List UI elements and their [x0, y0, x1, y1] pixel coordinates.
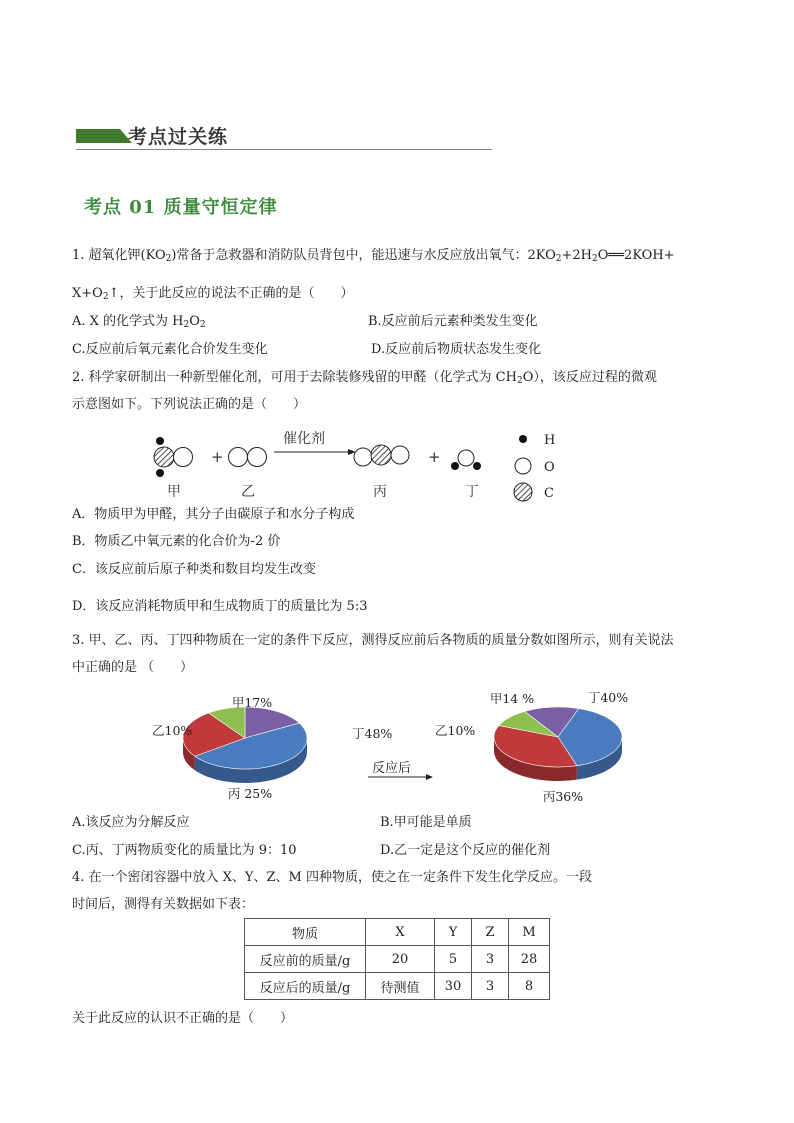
plus-sign-1: + [211, 448, 224, 466]
legend-o-symbol [515, 458, 531, 474]
molecule-jia [154, 437, 193, 477]
pie-charts [140, 680, 660, 810]
catalyst-label: 催化剂 [283, 431, 325, 447]
legend-h-label: H [544, 433, 556, 448]
molecule-bing [354, 445, 409, 466]
table-header-cell: M [509, 919, 550, 946]
plus-sign-2: + [428, 448, 441, 466]
pie-label: 丙 25% [227, 786, 273, 801]
label-bing: 丙 [373, 484, 387, 500]
q3-option-c: C.丙、丁两物质变化的质量比为 9：10 [72, 843, 297, 858]
pie-label: 乙10% [435, 723, 476, 738]
table-cell: 30 [435, 973, 472, 1000]
q3-line2: 中正确的是 （ ） [72, 660, 194, 675]
q4-line2: 时间后，测得有关数据如下表： [72, 897, 255, 912]
table-cell: 待测值 [366, 973, 435, 1000]
pie-label: 丙36% [542, 789, 584, 804]
reaction-diagram [140, 425, 590, 505]
table-header-cell: Z [472, 919, 509, 946]
legend-h-symbol [519, 435, 527, 443]
table-cell: 反应后的质量/g [245, 973, 366, 1000]
table-row [245, 973, 550, 1000]
table-header-cell: 物质 [245, 919, 366, 946]
table-cell: 8 [509, 973, 550, 1000]
molecule-ding [451, 450, 481, 470]
q1-option-d: D.反应前后物质状态发生变化 [371, 342, 542, 357]
label-ding: 丁 [465, 484, 479, 500]
section-header-bar [76, 129, 120, 143]
q2-option-c: C．该反应前后原子种类和数目均发生改变 [72, 562, 316, 577]
q1-line1: 1. 超氧化钾$(KO_2)$常备于急救器和消防队员背包中，能迅速与水反应放出氧气：$2KO_2+2H_2O══2KOH+$ [72, 248, 675, 264]
q4-question: 关于此反应的认识不正确的是（ ） [72, 1011, 294, 1026]
q1-line2: $X+O_2↑$，关于此反应的说法不正确的是（ ） [72, 286, 354, 302]
q1-option-a: A. X 的化学式为 $H_2O_2$ [72, 314, 206, 330]
table-cell: 20 [366, 946, 435, 973]
q3-option-b: B.甲可能是单质 [380, 815, 472, 830]
pie-label: 甲17% [231, 695, 273, 710]
legend-o-label: O [544, 460, 555, 475]
q2-line1: 2. 科学家研制出一种新型催化剂，可用于去除装修残留的甲醛（化学式为 $CH_2O$），该反应过程的微观 [72, 370, 657, 386]
q3-line1: 3. 甲、乙、丙、丁四种物质在一定的条件下反应，测得反应前后各物质的质量分数如图所示，则有关说法 [72, 633, 674, 648]
section-divider [76, 149, 492, 150]
pie-label: 丁40% [587, 690, 629, 705]
q1-option-b: B.反应前后元素种类发生变化 [368, 314, 538, 329]
table-cell: 5 [435, 946, 472, 973]
q1-option-c: C.反应前后氧元素化合价发生变化 [72, 342, 268, 357]
table-header-cell: X [366, 919, 435, 946]
table-cell: 3 [472, 973, 509, 1000]
pie-chart-after [435, 690, 628, 804]
q2-option-d: D．该反应消耗物质甲和生成物质丁的质量比为 5:3 [72, 599, 368, 614]
table-cell: 28 [509, 946, 550, 973]
molecule-yi [229, 448, 267, 467]
label-jia: 甲 [167, 484, 181, 500]
table-header-cell: Y [435, 919, 472, 946]
pie-chart-before [152, 695, 392, 801]
pie-label: 丁48% [352, 726, 393, 741]
table-cell: 3 [472, 946, 509, 973]
kaodian-title: 考点 01 质量守恒定律 [84, 197, 278, 218]
q3-option-d: D.乙一定是这个反应的催化剂 [380, 843, 551, 858]
mass-table [244, 918, 550, 1000]
legend-c-label: C [544, 486, 554, 501]
table-header-row [245, 919, 550, 946]
q3-option-a: A.该反应为分解反应 [72, 815, 190, 830]
arrow-label: 反应后 [372, 761, 412, 776]
label-yi: 乙 [241, 484, 255, 500]
section-title: 考点过关练 [128, 126, 229, 148]
pie-label: 甲14 % [489, 691, 535, 706]
q2-option-b: B．物质乙中氧元素的化合价为-2 价 [72, 534, 281, 549]
table-cell: 反应前的质量/g [245, 946, 366, 973]
q4-line1: 4. 在一个密闭容器中放入 X、Y、Z、M 四种物质，使之在一定条件下发生化学反应。一段 [72, 870, 592, 885]
q2-line2: 示意图如下。下列说法正确的是（ ） [72, 397, 307, 412]
q2-option-a: A．物质甲为甲醛，其分子由碳原子和水分子构成 [72, 507, 355, 522]
table-row [245, 946, 550, 973]
pie-label: 乙10% [152, 723, 193, 738]
legend-c-symbol [514, 483, 532, 501]
